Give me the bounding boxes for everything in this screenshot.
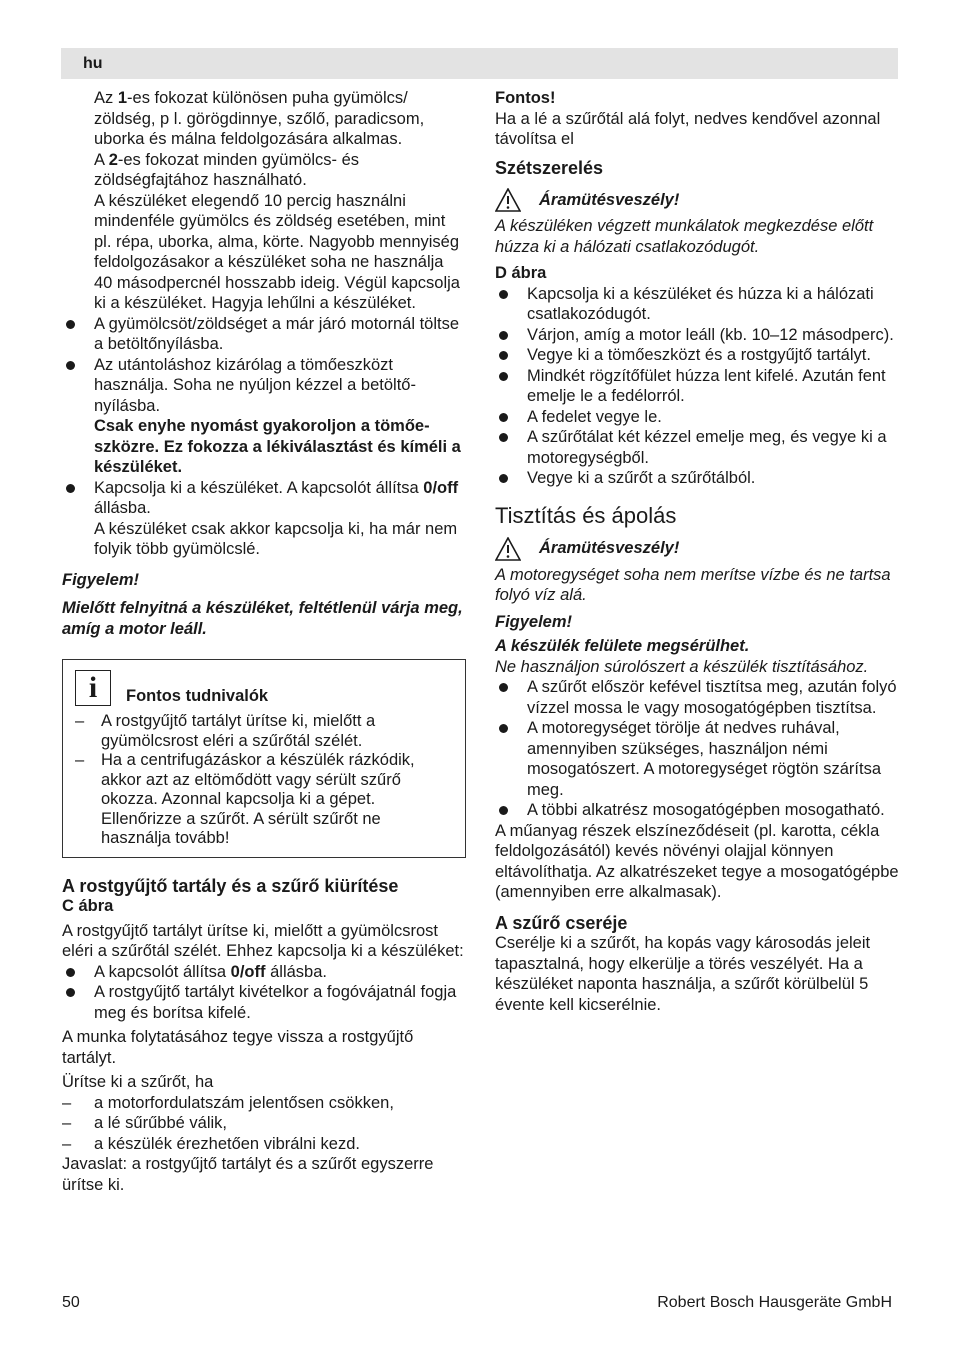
dash-item: – a motorfordulatszám jelentősen csökken, bbox=[62, 1093, 466, 1114]
company-name: Robert Bosch Hausgeräte GmbH bbox=[657, 1294, 892, 1311]
paragraph: A műanyag részek elszíneződéseit (pl. karotta, cékla feldolgozásától) kevés növényi olajjal könnyen eltávolíthatja. Az alkatrészeket tegye a mosogatógépbe (amennyiben erre alkalmasak). bbox=[495, 821, 899, 901]
list-item: Kapcsolja ki a készüléket és húzza ki a hálózati csatlakozódugót. bbox=[495, 284, 900, 325]
figure-reference-d: D ábra bbox=[495, 264, 547, 282]
list-item: Az utántoláshoz kizárólag a tömőeszközt használja. Soha ne nyúljon kézzel a betöltőnyílásba. bbox=[62, 355, 466, 417]
list-item: Vegye ki a szűrőt a szűrőtálból. bbox=[495, 468, 900, 489]
paragraph: Ürítse ki a szűrőt, ha bbox=[62, 1073, 214, 1091]
list-item: A szűrőtálat két kézzel emelje meg, és vegye ki a motoregységből. bbox=[495, 427, 900, 468]
section-title-emptying: A rostgyűjtő tartály és a szűrő kiürítése bbox=[62, 875, 399, 896]
list-item: A rostgyűjtő tartályt kivételkor a fogóvájatnál fogja meg és borítsa kifelé. bbox=[62, 982, 466, 1023]
figure-reference-c: C ábra bbox=[62, 897, 114, 915]
paragraph: Javaslat: a rostgyűjtő tartályt és a szűrőt egyszerre ürítse ki. bbox=[62, 1155, 434, 1194]
info-icon: i bbox=[75, 670, 111, 706]
list-item: Várjon, amíg a motor leáll (kb. 10–12 másodperc). bbox=[495, 325, 900, 346]
warning-text: A motoregységet soha nem merítse vízbe és ne tartsa folyó víz alá. bbox=[495, 565, 891, 604]
paragraph: Cserélje ki a szűrőt, ha kopás vagy károsodás jeleit tapasztalná, hogy elkerülje a törés veszélyét. Ha a készüléket naponta használja, a szűrőt körülbelül 5 évente kell kicserélnie. bbox=[495, 934, 871, 1014]
attention-text: Ne használjon súrolószert a készülék tisztításához. bbox=[495, 657, 869, 676]
info-box-header bbox=[75, 670, 451, 706]
warning-row bbox=[495, 537, 900, 561]
right-column bbox=[495, 88, 900, 1015]
info-box-title: Fontos tudnivalók bbox=[126, 686, 269, 705]
attention-text: Mielőtt felnyitná a készüléket, feltétlenül várja meg, amíg a motor leáll. bbox=[62, 599, 463, 638]
important-heading: Fontos! bbox=[495, 89, 556, 107]
section-title-cleaning: Tisztítás és ápolás bbox=[495, 502, 677, 528]
language-code: hu bbox=[83, 55, 103, 72]
list-item: A fedelet vegye le. bbox=[495, 407, 900, 428]
left-column bbox=[62, 88, 466, 1195]
paragraph: A munka folytatásához tegye vissza a rostgyűjtő tartályt. bbox=[62, 1028, 414, 1067]
list-item: A gyümölcsöt/zöldséget a már járó motornál töltse a betöltőnyílásba. bbox=[62, 314, 466, 355]
paragraph: A rostgyűjtő tartályt ürítse ki, mielőtt a gyümölcsrost eléri a szűrőtál szélét. Ehhez kapcsolja ki a készüléket: bbox=[62, 921, 464, 960]
warning-title: Áramütésveszély! bbox=[539, 190, 680, 209]
list-item: A motoregységet törölje át nedves ruhával, amennyiben szükséges, használjon némi mosogatószert. A motoregységet rögtön szárítsa meg. bbox=[495, 718, 900, 800]
page-number: 50 bbox=[62, 1294, 80, 1311]
info-box-item: – Ha a centrifugázáskor a készülék rázkódik, akkor azt az eltömődött vagy sérült szűrő okozza. Azonnal kapcsolja ki a gépet. Ellenőrizze a szűrőt. A sérült szűrőt ne használja tovább! bbox=[75, 751, 451, 849]
dash-item: – a lé sűrűbbé válik, bbox=[62, 1113, 466, 1134]
section-title-filter: A szűrő cseréje bbox=[495, 912, 628, 933]
dash-item: – a készülék érezhetően vibrálni kezd. bbox=[62, 1134, 466, 1155]
list-item: A többi alkatrész mosogatógépben mosogatható. bbox=[495, 800, 900, 821]
list-item: Mindkét rögzítőfület húzza lent kifelé. Azután fent emelje le a fedélorról. bbox=[495, 366, 900, 407]
switch-off-note: A készüléket csak akkor kapcsolja ki, ha már nem folyik több gyümölcslé. bbox=[94, 519, 458, 558]
pressure-note: Csak enyhe nyomást gyakoroljon a tömőeszközre. Ez fokozza a lékiválasztást és kíméli a készüléket. bbox=[94, 417, 461, 476]
intro-usage-paragraph: A készüléket elegendő 10 percig használni mindenféle gyümölcs és zöldség esetében, mint pl. répa, uborka, alma, körte. Nagyobb mennyiség feldolgozásakor a készüléket soha ne használja 40 másodpercnél hosszabb ideig. Végül kapcsolja ki a készüléket. Hagyja lehűlni a készüléket. bbox=[94, 191, 460, 312]
attention-heading: Figyelem! bbox=[495, 612, 573, 631]
warning-text: A készüléken végzett munkálatok megkezdése előtt húzza ki a hálózati csatlakozódugót. bbox=[495, 217, 874, 256]
info-box-item: – A rostgyűjtő tartályt ürítse ki, mielőtt a gyümölcsrost eléri a szűrőtál szélét. bbox=[75, 712, 451, 751]
attention-bold-text: A készülék felülete megsérülhet. bbox=[495, 637, 750, 655]
language-header-bar bbox=[61, 48, 898, 79]
important-text: Ha a lé a szűrőtál alá folyt, nedves kendővel azonnal távolítsa el bbox=[495, 109, 881, 148]
section-title-disassembly: Szétszerelés bbox=[495, 157, 604, 178]
info-box bbox=[62, 659, 466, 858]
list-item: A kapcsolót állítsa 0/off állásba. bbox=[62, 962, 466, 983]
list-item: Kapcsolja ki a készüléket. A kapcsolót állítsa 0/off állásba. bbox=[62, 478, 466, 519]
intro-setting-2: A 2-es fokozat minden gyümölcs- és zöldségfajtához használható. bbox=[94, 150, 360, 189]
warning-triangle-icon bbox=[495, 537, 521, 561]
list-item: Vegye ki a tömőeszközt és a rostgyűjtő tartályt. bbox=[495, 345, 900, 366]
warning-triangle-icon bbox=[495, 188, 521, 212]
attention-heading: Figyelem! bbox=[62, 570, 140, 589]
intro-setting-1: Az 1-es fokozat különösen puha gyümölcs/ zöldség, p l. görögdinnye, szőlő, paradicsom, uborka és málna feldolgozására alkalmas. bbox=[94, 89, 425, 148]
warning-row bbox=[495, 188, 900, 212]
list-item: A szűrőt először kefével tisztítsa meg, azután folyó vízzel mossa le vagy mosogatógépben tisztítsa. bbox=[495, 677, 900, 718]
warning-title: Áramütésveszély! bbox=[539, 539, 680, 558]
